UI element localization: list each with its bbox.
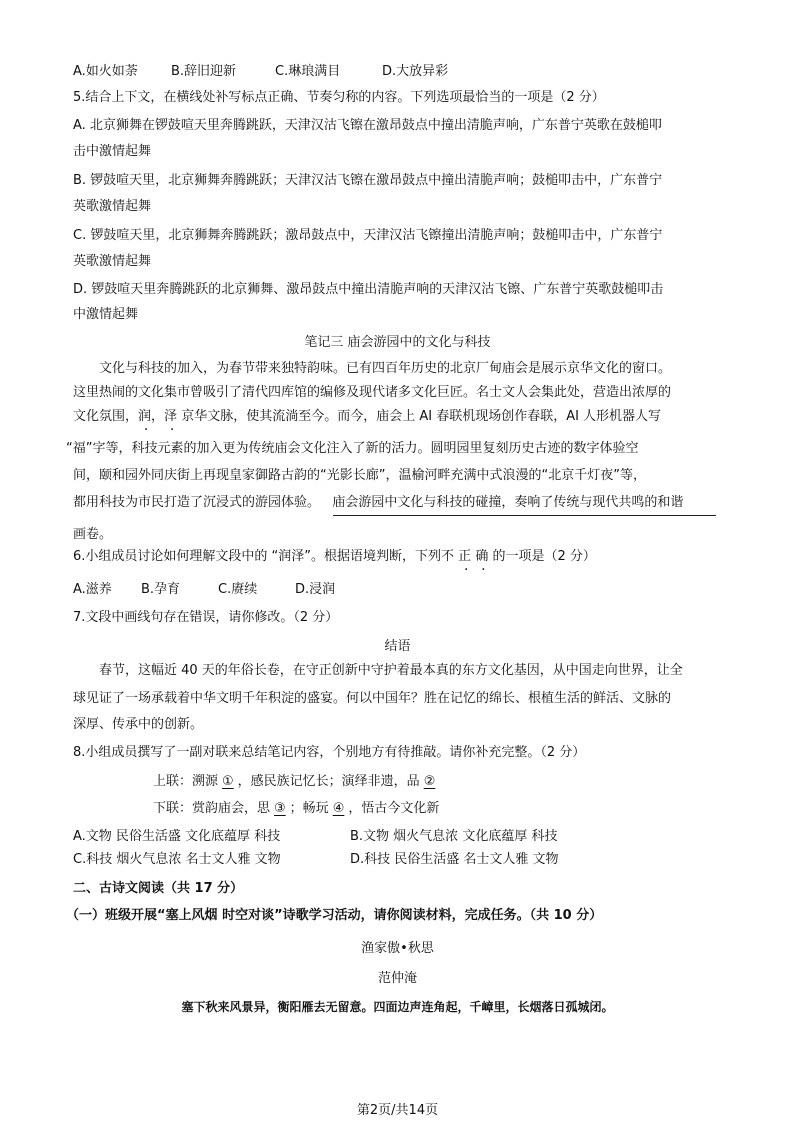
note3-para-line4: “福”字等，科技元素的加入更为传统庙会文化注入了新的活力。圆明园里复刻历史古迹的数字体验空 xyxy=(66,441,639,456)
q6-option-c: C.赓续 xyxy=(218,582,258,597)
couplet-text: ，感民族记忆长；演绎非遗，品 xyxy=(237,774,420,789)
q5-option-a-line2: 击中激情起舞 xyxy=(73,144,152,159)
conclusion-line1: 春节，这幅近 40 天的年俗长卷，在守正创新中守护着最本真的东方文化基因，从中国走向世界，让全 xyxy=(99,663,683,678)
poem-line1: 塞下秋来风景异，衡阳雁去无留意。四面边声连角起，千嶂里，长烟落日孤城闭。 xyxy=(181,1000,614,1014)
q4-option-d: D.大放异彩 xyxy=(382,64,449,79)
couplet-text: 上联：溯源 xyxy=(153,774,219,789)
q5-stem: 5.结合上下文，在横线处补写标点正确、节奏匀称的内容。下列选项最恰当的一项是（2 分） xyxy=(73,90,605,105)
note3-title: 笔记三 庙会游园中的文化与科技 xyxy=(304,335,491,350)
note3-text: 都用科技为市民打造了沉浸式的游园体验。 xyxy=(73,495,321,510)
blank-3: ③ xyxy=(274,801,286,816)
note3-text: 文化氛围， xyxy=(73,409,139,424)
q6-option-b: B.孕育 xyxy=(141,582,181,597)
emphasis-run: 润 xyxy=(138,409,152,424)
couplet-text: ，悟古今文化新 xyxy=(348,801,440,816)
q6-option-a: A.滋养 xyxy=(73,582,112,597)
q6-stem-text: 的一项是（2 分） xyxy=(492,549,596,564)
q5-option-a-line1: A. 北京狮舞在锣鼓喧天里奔腾跳跃，天津汉沽飞镲在激昂鼓点中撞出清脆声响，广东普宁英歌在鼓槌叩 xyxy=(73,118,662,133)
q8-option-b: B.文物 烟火气息浓 文化底蕴厚 科技 xyxy=(350,829,558,844)
underline-rule xyxy=(333,515,716,516)
note3-para-line6 xyxy=(73,494,683,512)
underlined-sentence: 庙会游园中文化与科技的碰撞，奏响了传统与现代共鸣的和谐 xyxy=(332,495,684,510)
couplet-upper xyxy=(153,773,439,791)
q6-stem xyxy=(73,548,596,566)
blank-2: ② xyxy=(423,774,436,789)
q5-option-d-line2: 中激情起舞 xyxy=(73,307,139,322)
page-number: 第2页/共14页 xyxy=(356,1103,439,1118)
q5-option-c-line2: 英歌激情起舞 xyxy=(73,254,152,269)
note3-para-line7: 画卷。 xyxy=(73,527,113,542)
q8-option-a: A.文物 民俗生活盛 文化底蕴厚 科技 xyxy=(73,829,281,844)
q6-stem-text: 6.小组成员讨论如何理解文段中的 “润泽”。根据语境判断，下列不 xyxy=(73,549,455,564)
emphasis-que: 确 xyxy=(475,549,489,564)
q4-option-a: A.如火如荼 xyxy=(73,64,138,79)
blank-4: ④ xyxy=(332,801,345,816)
note3-text: 京华文脉，使其流淌至今。而今，庙会上 AI 春联机现场创作春联，AI 人形机器人写 xyxy=(181,409,662,424)
note3-para-line2: 这里热闹的文化集市曾吸引了清代四库馆的编修及现代诸多文化巨匠。名士文人会集此处，营造出浓厚的 xyxy=(73,385,672,400)
q5-option-b-line2: 英歌激情起舞 xyxy=(73,199,152,214)
q7-stem: 7.文段中画线句存在错误，请你修改。（2 分） xyxy=(73,610,339,625)
poem-title: 渔家傲•秋思 xyxy=(361,941,434,956)
couplet-text: ；畅玩 xyxy=(289,801,329,816)
q5-option-c-line1: C. 锣鼓喧天里，北京狮舞奔腾跳跃；激昂鼓点中，天津汉沽飞镲撞出清脆声响；鼓槌叩击中，广东普宁 xyxy=(73,228,663,243)
poem-author: 范仲淹 xyxy=(377,971,417,986)
q8-option-d: D.科技 民俗生活盛 名士文人雅 文物 xyxy=(350,852,559,867)
q8-option-c: C.科技 烟火气息浓 名士文人雅 文物 xyxy=(73,852,281,867)
q4-option-b: B.辞旧迎新 xyxy=(171,64,237,79)
emphasis-ze: 泽 xyxy=(164,409,178,424)
couplet-text: 下联：赏韵庙会，思 xyxy=(153,801,271,816)
q5-option-d-line1: D. 锣鼓喧天里奔腾跳跃的北京狮舞、激昂鼓点中撞出清脆声响的天津汉沽飞镲、广东普宁英歌鼓槌叩击 xyxy=(73,282,664,297)
note3-para-line5: 间，颐和园外同庆街上再现皇家御路古韵的“光影长廊”，温榆河畔充满中式浪漫的“北京千灯夜”等， xyxy=(73,468,646,483)
emphasis-zheng: 正 xyxy=(458,549,472,564)
q5-option-b-line1: B. 锣鼓喧天里，北京狮舞奔腾跳跃；天津汉沽飞镲在激昂鼓点中撞出清脆声响；鼓槌叩击中，广东普宁 xyxy=(73,173,663,188)
couplet-lower xyxy=(153,800,439,818)
conclusion-line2: 球见证了一场承载着中华文明千年积淀的盛宴。何以中国年？胜在记忆的绵长、根植生活的鲜活、文脉的 xyxy=(73,691,672,706)
section2-title: 二、古诗文阅读（共 17 分） xyxy=(73,881,244,896)
note3-para-line1: 文化与科技的加入，为春节带来独特韵味。已有四百年历史的北京厂甸庙会是展示京华文化的窗口。 xyxy=(99,361,672,376)
note3-para-line3: 文化氛围，润，泽 京华文脉，使其流淌至今。而今，庙会上 AI 春联机现场创作春联，AI 人形机器人写 xyxy=(73,409,662,424)
section2-sub: （一）班级开展“塞上风烟 时空对谈”诗歌学习活动，请你阅读材料，完成任务。（共 10 分） xyxy=(66,908,603,923)
blank-1: ① xyxy=(222,774,234,789)
q8-stem: 8.小组成员撰写了一副对联来总结笔记内容，个别地方有待推敲。请你补充完整。（2 分） xyxy=(73,745,586,760)
conclusion-title: 结语 xyxy=(384,639,411,654)
conclusion-line3: 深厚、传承中的创新。 xyxy=(73,717,204,732)
q6-option-d: D.浸润 xyxy=(295,582,336,597)
q4-option-c: C.琳琅满目 xyxy=(275,64,341,79)
